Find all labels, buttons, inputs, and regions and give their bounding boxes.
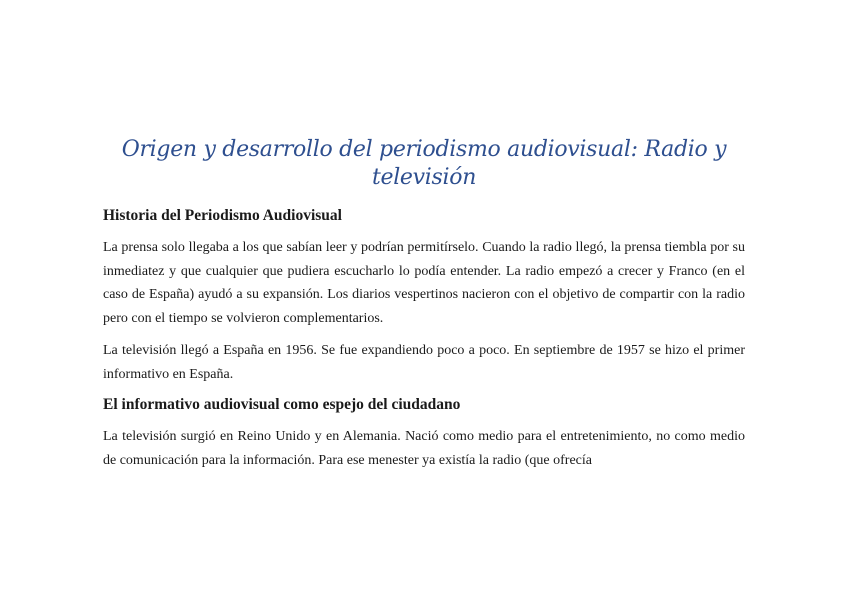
document-content	[103, 136, 745, 481]
paragraph-history-radio: La prensa solo llegaba a los que sabían leer y podrían permitírselo. Cuando la radio llegó, la prensa tiembla por su inmediatez y que cualquier que pudiera escucharlo lo podía entender. La radio empezó a crecer y Franco (en el caso de España) ayudó a su expansión. Los diarios vespertinos nacieron con el objetivo de compartir con la radio pero con el tiempo se volvieron complementarios.	[103, 240, 745, 326]
section-heading-informativo: El informativo audiovisual como espejo del ciudadano	[103, 396, 461, 413]
document-title: Origen y desarrollo del periodismo audiovisual: Radio y televisión	[121, 137, 727, 190]
paragraph-history-television: La televisión llegó a España en 1956. Se fue expandiendo poco a poco. En septiembre de 1957 se hizo el primer informativo en España.	[103, 343, 745, 382]
paragraph-informativo-origin: La televisión surgió en Reino Unido y en Alemania. Nació como medio para el entretenimiento, no como medio de comunicación para la información. Para ese menester ya existía la radio (que ofrecía	[103, 429, 745, 468]
section-heading-history: Historia del Periodismo Audiovisual	[103, 207, 342, 224]
